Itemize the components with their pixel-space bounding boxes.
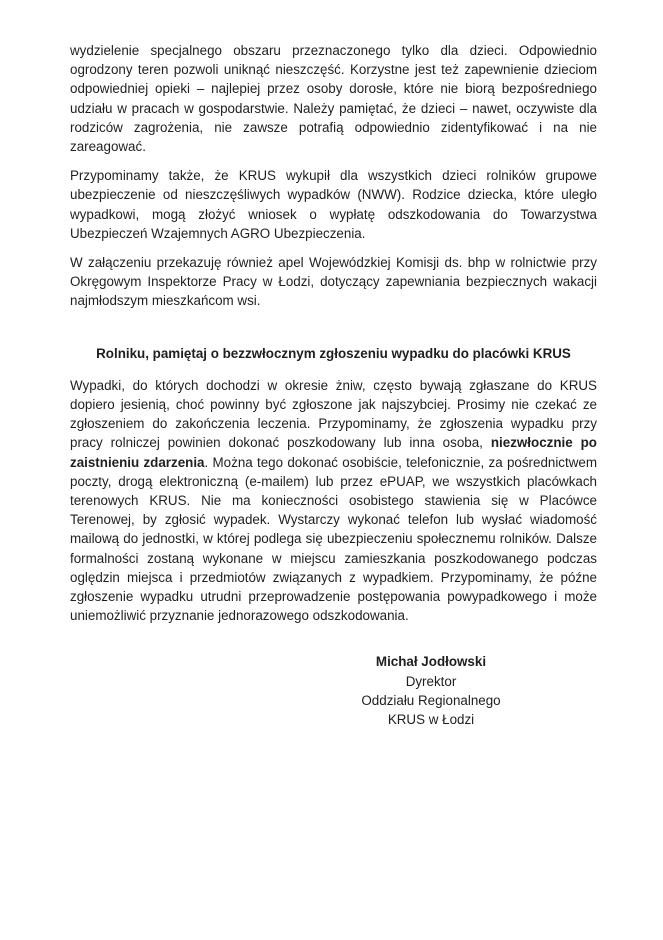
- signatory-name: Michał Jodłowski: [375, 654, 487, 670]
- letter-body: [70, 41, 597, 729]
- paragraph-text-after-bold: . Można tego dokonać osobiście, telefonicznie, za pośrednictwem poczty, drogą elektroniczną (e-mailem) lub przez ePUAP, we wszystkich placówkach terenowych KRUS. Nie ma konieczności osobistego stawienia się w Placówce Terenowej, by zgłosić wypadek. Wystarczy wykonać telefon lub wysłać wiadomość mailową do jednostki, w której podlega się ubezpieczeniu społecznemu rolników. Dalsze formalności zostaną wykonane w miejscu zamieszkania poszkodowanego podczas oględzin miejsca i przedmiotów związanych z wypadkiem. Przypominamy, że późne zgłoszenie wypadku utrudni przeprowadzenie postępowania powypadkowego i może uniemożliwić przyznanie jednorazowego odszkodowania.: [70, 454, 597, 624]
- signatory-org-line1: Oddziału Regionalnego: [361, 692, 501, 708]
- paragraph-text-before-bold: Wypadki, do których dochodzi w okresie żniw, często bywają zgłaszane do KRUS dopiero jesienią, choć powinny być zgłoszone jak najszybciej. Prosimy nie czekać ze zgłoszeniem do zakończenia leczenia. Przypominamy, że zgłoszenia wypadku przy pracy rolniczej powinien dokonać poszkodowany lub inna osoba,: [70, 377, 597, 451]
- paragraph-child-safety: wydzielenie specjalnego obszaru przeznaczonego tylko dla dzieci. Odpowiednio ogrodzony teren pozwoli uniknąć nieszczęść. Korzystne jest też zapewnienie dzieciom odpowiedniej opieki – najlepiej przez osoby dorosłe, które nie biorą bezpośredniego udziału w pracach w gospodarstwie. Należy pamiętać, że dzieci – nawet, oczywiste dla rodziców zagrożenia, nie zawsze potrafią odpowiednio zidentyfikować i na nie zareagować.: [70, 43, 597, 155]
- bold-emphasis-immediate-reporting: niezwłocznie po zaistnieniu zdarzenia: [70, 435, 597, 470]
- paragraph-nww-insurance: Przypominamy także, że KRUS wykupił dla wszystkich dzieci rolników grupowe ubezpieczenie od nieszczęśliwych wypadków (NWW). Rodzice dziecka, które uległo wypadkowi, mogą złożyć wniosek o wypłatę odszkodowania do Towarzystwa Ubezpieczeń Wzajemnych AGRO Ubezpieczenia.: [70, 168, 597, 241]
- signatory-title: Dyrektor: [405, 673, 457, 689]
- paragraph-accident-reporting: [70, 376, 597, 626]
- paragraph-attachment-appeal: W załączeniu przekazuję również apel Wojewódzkiej Komisji ds. bhp w rolnictwie przy Okręgowym Inspektorze Pracy w Łodzi, dotyczący zapewniania bezpiecznych wakacji najmłodszym mieszkańcom wsi.: [70, 255, 597, 309]
- section-heading-accident-reporting: Rolniku, pamiętaj o bezzwłocznym zgłoszeniu wypadku do placówki KRUS: [96, 345, 571, 361]
- signature-block: [326, 652, 536, 729]
- signatory-org-line2: KRUS w Łodzi: [387, 712, 475, 728]
